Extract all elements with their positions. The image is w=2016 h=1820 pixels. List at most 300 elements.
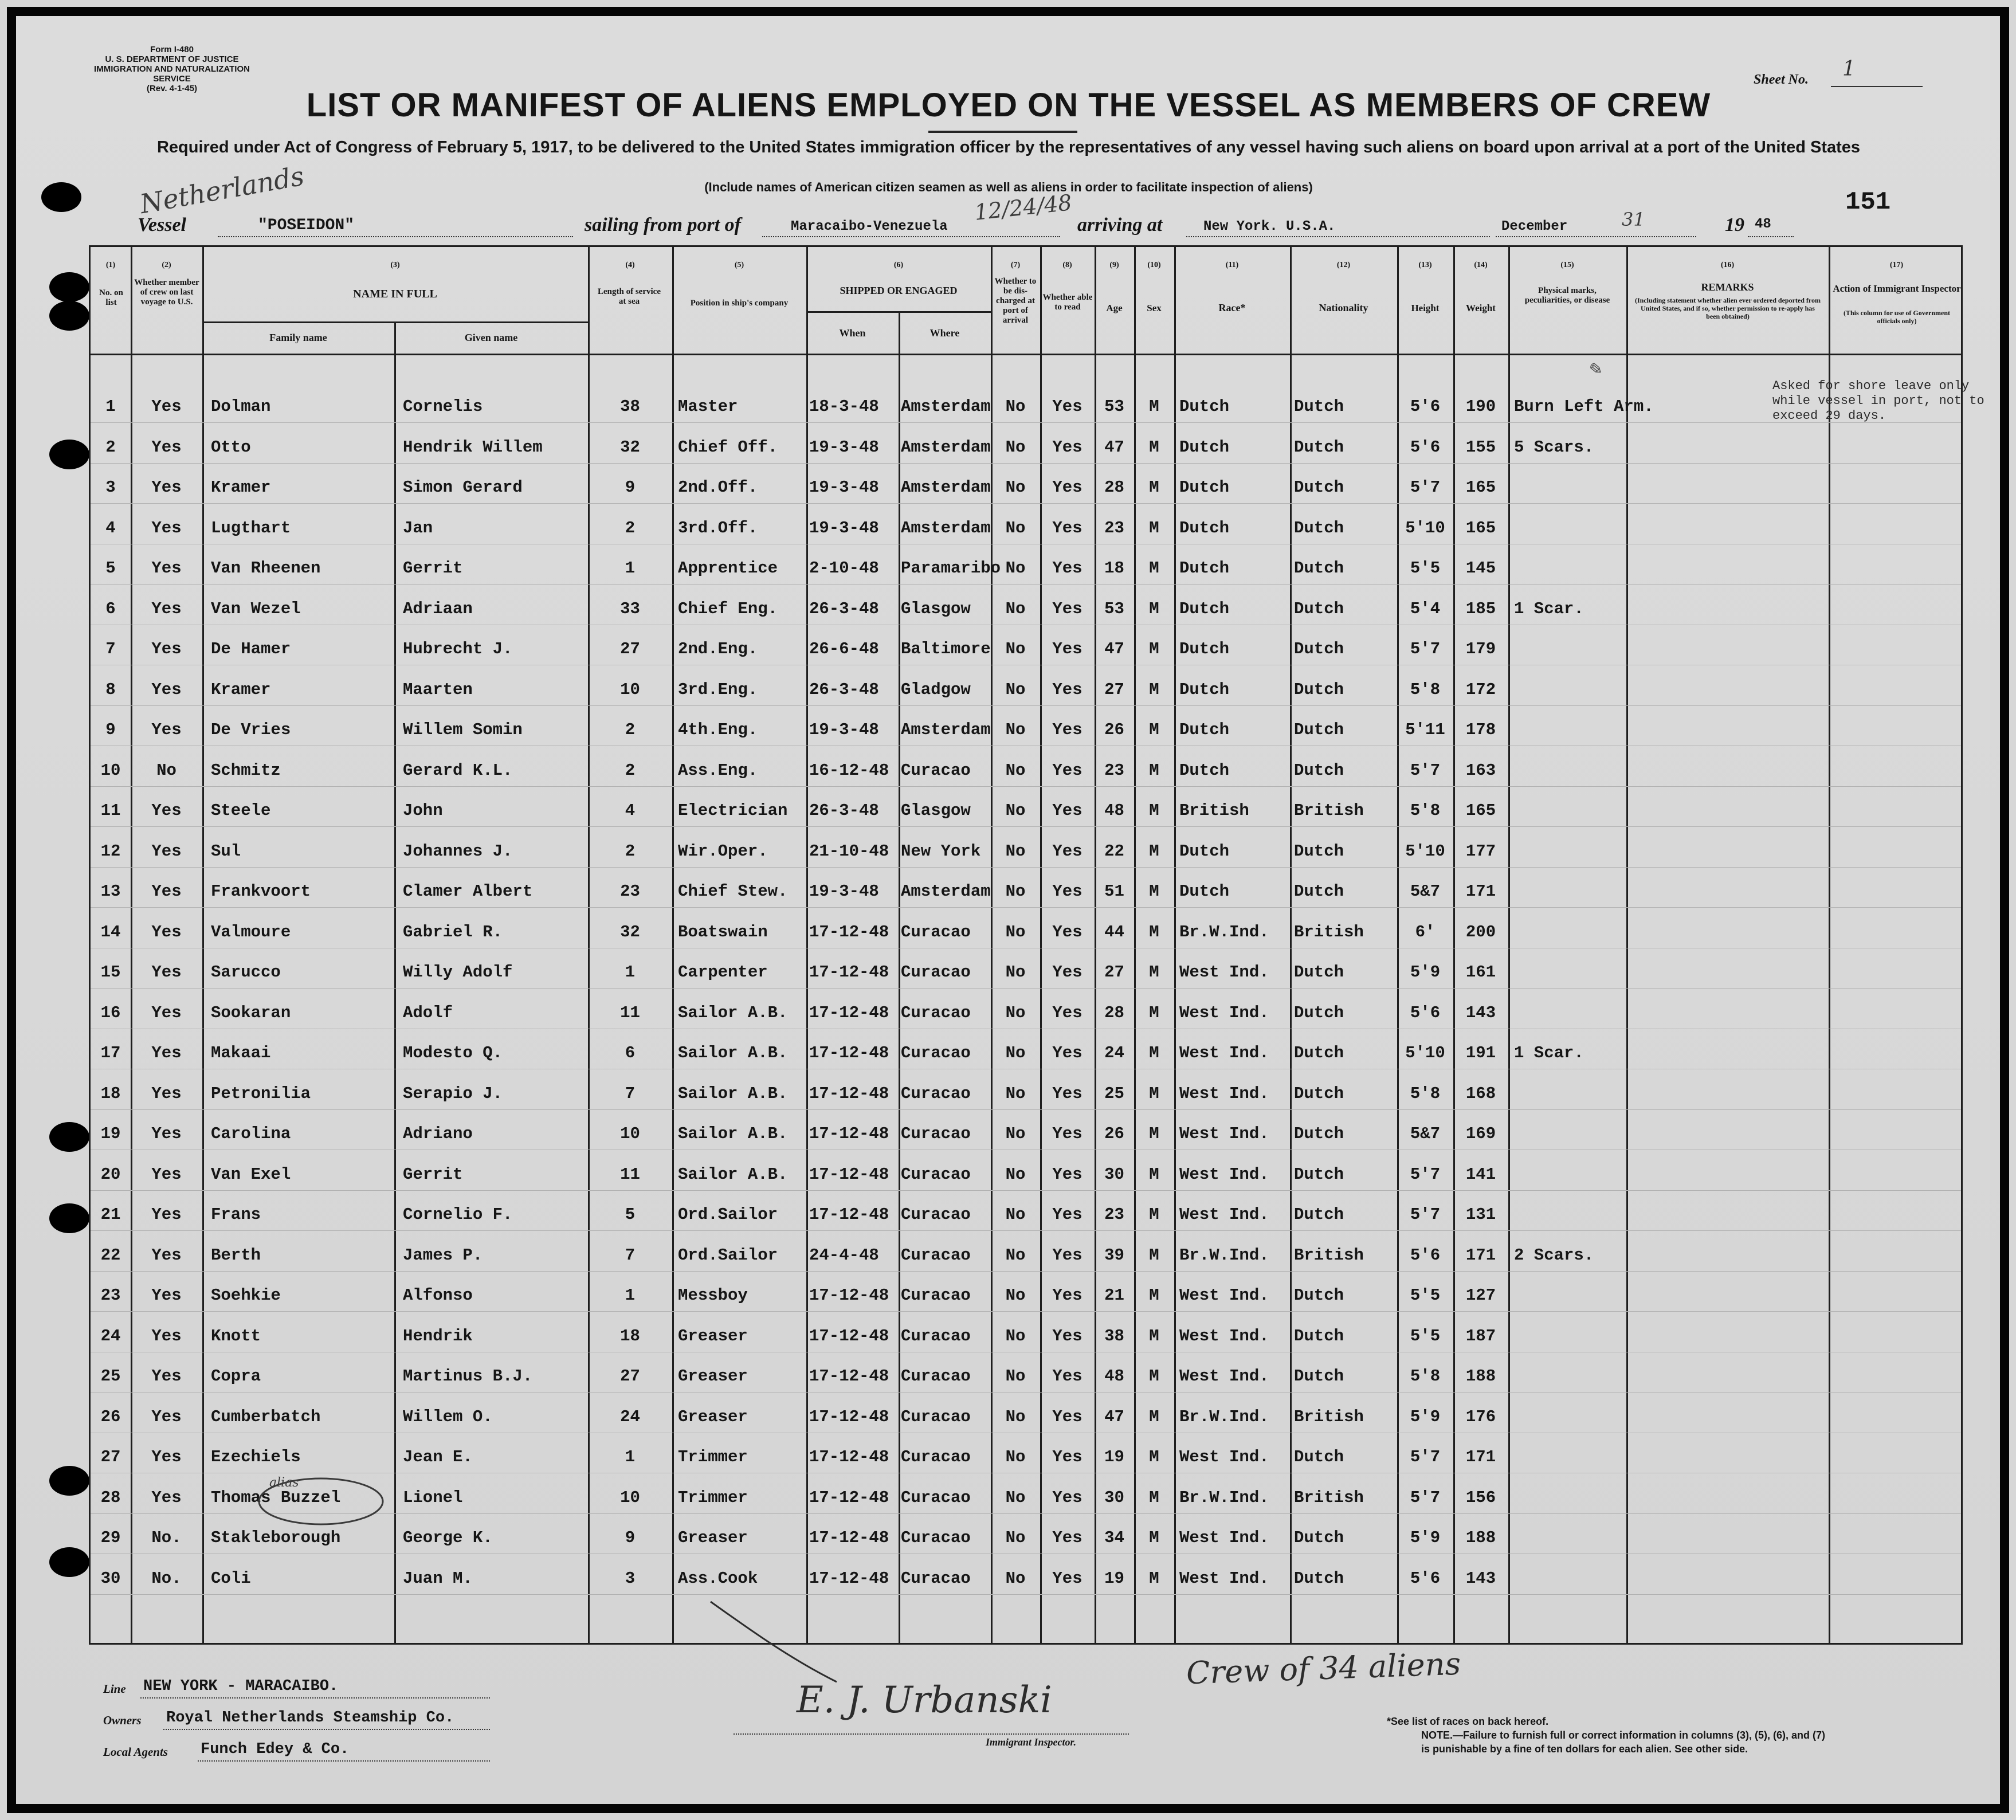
family-name: Van Rheenen bbox=[211, 559, 321, 578]
service-length: 24 bbox=[620, 1407, 640, 1426]
footer-line-rule bbox=[140, 1697, 490, 1699]
age: 18 bbox=[1104, 559, 1124, 578]
service-length: 33 bbox=[620, 599, 640, 618]
sex: M bbox=[1149, 1407, 1159, 1426]
given-name: Gerard K.L. bbox=[403, 761, 513, 780]
crew-member-last-voyage: No. bbox=[151, 1528, 182, 1547]
row-rule bbox=[91, 1311, 1961, 1312]
shipped-when: 19-3-48 bbox=[809, 478, 879, 497]
footer-owners-value: Royal Netherlands Steamship Co. bbox=[166, 1709, 454, 1727]
sex: M bbox=[1149, 761, 1159, 780]
shipped-where: Amsterdam bbox=[901, 720, 991, 739]
row-rule bbox=[91, 1594, 1961, 1595]
sex: M bbox=[1149, 478, 1159, 497]
race: Dutch bbox=[1179, 559, 1230, 578]
sex: M bbox=[1149, 1569, 1159, 1588]
sex: M bbox=[1149, 1165, 1159, 1184]
shipped-when: 17-12-48 bbox=[809, 1286, 889, 1305]
family-name: Soehkie bbox=[211, 1286, 281, 1305]
height: 5'5 bbox=[1410, 1327, 1441, 1346]
shipped-when: 17-12-48 bbox=[809, 1044, 889, 1062]
nationality: Dutch bbox=[1294, 680, 1344, 699]
height: 5'7 bbox=[1410, 640, 1441, 658]
family-name: Kramer bbox=[211, 478, 271, 497]
weight: 165 bbox=[1465, 478, 1496, 497]
col-num: (15) bbox=[1560, 261, 1574, 269]
sex: M bbox=[1149, 882, 1159, 901]
ship-position: 3rd.Off. bbox=[678, 519, 758, 538]
service-length: 4 bbox=[625, 801, 636, 820]
race: Dutch bbox=[1179, 680, 1230, 699]
col-num: (9) bbox=[1109, 261, 1119, 269]
given-name: Cornelis bbox=[403, 397, 483, 416]
port-from-line bbox=[762, 236, 1060, 237]
weight: 178 bbox=[1465, 720, 1496, 739]
row-rule bbox=[91, 422, 1961, 423]
col-num: (2) bbox=[162, 261, 171, 269]
age: 53 bbox=[1104, 397, 1124, 416]
able-to-read: Yes bbox=[1052, 882, 1082, 901]
shipped-where: Curacao bbox=[901, 1569, 971, 1588]
weight: 163 bbox=[1465, 761, 1496, 780]
family-name: Dolman bbox=[211, 397, 271, 416]
shipped-when: 17-12-48 bbox=[809, 963, 889, 982]
row-number: 17 bbox=[100, 1044, 121, 1062]
weight: 155 bbox=[1465, 438, 1496, 457]
arrival-month: December bbox=[1501, 219, 1568, 234]
crew-member-last-voyage: Yes bbox=[151, 397, 182, 416]
age: 39 bbox=[1104, 1246, 1124, 1265]
note-penalty-1: NOTE.—Failure to furnish full or correct information in columns (3), (5), (6), and (7) bbox=[1421, 1729, 1826, 1741]
port-from: Maracaibo-Venezuela bbox=[791, 219, 948, 234]
column-divider bbox=[394, 321, 396, 1643]
sex: M bbox=[1149, 519, 1159, 538]
service-length: 2 bbox=[625, 519, 636, 538]
ship-position: Trimmer bbox=[678, 1488, 748, 1507]
family-name: Thomas Buzzel bbox=[211, 1488, 341, 1507]
shipped-when: 19-3-48 bbox=[809, 519, 879, 538]
height: 5'7 bbox=[1410, 1205, 1441, 1224]
row-rule bbox=[91, 786, 1961, 787]
sex: M bbox=[1149, 1003, 1159, 1022]
given-name: Martinus B.J. bbox=[403, 1367, 533, 1386]
shipped-where: Curacao bbox=[901, 1528, 971, 1547]
shipped-where: Amsterdam bbox=[901, 882, 991, 901]
row-rule bbox=[91, 1230, 1961, 1231]
able-to-read: Yes bbox=[1052, 680, 1082, 699]
height: 5'11 bbox=[1405, 720, 1445, 739]
discharged: No bbox=[1005, 1528, 1026, 1547]
row-number: 26 bbox=[100, 1407, 121, 1426]
col-num: (17) bbox=[1889, 261, 1904, 269]
row-number: 18 bbox=[100, 1084, 121, 1103]
row-number: 24 bbox=[100, 1327, 121, 1346]
nationality: Dutch bbox=[1294, 1165, 1344, 1184]
col-num: (4) bbox=[625, 261, 635, 269]
height: 5'7 bbox=[1410, 1488, 1441, 1507]
able-to-read: Yes bbox=[1052, 1367, 1082, 1386]
able-to-read: Yes bbox=[1052, 1003, 1082, 1022]
row-number: 27 bbox=[100, 1448, 121, 1466]
row-number: 12 bbox=[100, 842, 121, 861]
shipped-where: Glasgow bbox=[901, 801, 971, 820]
discharged: No bbox=[1005, 1246, 1026, 1265]
crew-member-last-voyage: Yes bbox=[151, 1488, 182, 1507]
age: 27 bbox=[1104, 680, 1124, 699]
form-revision: (Rev. 4-1-45) bbox=[146, 84, 198, 93]
ship-position: 3rd.Eng. bbox=[678, 680, 758, 699]
age: 24 bbox=[1104, 1044, 1124, 1062]
arrival-date-line bbox=[1496, 236, 1696, 237]
form-identifier bbox=[86, 45, 258, 93]
signature-rule bbox=[734, 1733, 1129, 1735]
age: 28 bbox=[1104, 1003, 1124, 1022]
weight: 145 bbox=[1465, 559, 1496, 578]
shipped-when: 17-12-48 bbox=[809, 1569, 889, 1588]
race: Br.W.Ind. bbox=[1179, 923, 1269, 942]
discharged: No bbox=[1005, 438, 1026, 457]
shipped-where: Curacao bbox=[901, 1205, 971, 1224]
handwritten-country: Netherlands bbox=[138, 160, 307, 220]
weight: 171 bbox=[1465, 1448, 1496, 1466]
header-discharged: Whether to be dis- charged at port of arrival bbox=[994, 277, 1037, 325]
handwritten-crew-note: Crew of 34 aliens bbox=[1186, 1645, 1462, 1692]
header-weight: Weight bbox=[1466, 303, 1496, 313]
col-num: (13) bbox=[1418, 261, 1432, 269]
shipped-where: Curacao bbox=[901, 1084, 971, 1103]
sex: M bbox=[1149, 1327, 1159, 1346]
given-name: Hubrecht J. bbox=[403, 640, 513, 658]
weight: 177 bbox=[1465, 842, 1496, 861]
crew-member-last-voyage: Yes bbox=[151, 1124, 182, 1143]
ship-position: Ord.Sailor bbox=[678, 1246, 778, 1265]
sex: M bbox=[1149, 680, 1159, 699]
height: 6' bbox=[1415, 923, 1435, 942]
physical-marks: 5 Scars. bbox=[1514, 438, 1594, 457]
crew-member-last-voyage: Yes bbox=[151, 1286, 182, 1305]
row-number: 11 bbox=[100, 801, 121, 820]
race: West Ind. bbox=[1179, 1165, 1269, 1184]
service-length: 1 bbox=[625, 1286, 636, 1305]
race: West Ind. bbox=[1179, 1569, 1269, 1588]
header-no-on-list: No. on list bbox=[99, 288, 123, 307]
crew-member-last-voyage: Yes bbox=[151, 842, 182, 861]
sex: M bbox=[1149, 1528, 1159, 1547]
nationality: Dutch bbox=[1294, 478, 1344, 497]
able-to-read: Yes bbox=[1052, 720, 1082, 739]
age: 26 bbox=[1104, 1124, 1124, 1143]
able-to-read: Yes bbox=[1052, 1448, 1082, 1466]
shipped-where: Amsterdam bbox=[901, 397, 991, 416]
nationality: Dutch bbox=[1294, 1448, 1344, 1466]
year-line bbox=[1748, 236, 1794, 237]
shipped-when: 19-3-48 bbox=[809, 720, 879, 739]
race: West Ind. bbox=[1179, 1084, 1269, 1103]
able-to-read: Yes bbox=[1052, 1246, 1082, 1265]
shipped-where: Amsterdam bbox=[901, 478, 991, 497]
col-num: (1) bbox=[105, 261, 116, 269]
weight: 165 bbox=[1465, 801, 1496, 820]
age: 21 bbox=[1104, 1286, 1124, 1305]
crew-member-last-voyage: No. bbox=[151, 1569, 182, 1588]
sex: M bbox=[1149, 923, 1159, 942]
weight: 156 bbox=[1465, 1488, 1496, 1507]
nationality: Dutch bbox=[1294, 1003, 1344, 1022]
ship-position: Greaser bbox=[678, 1407, 748, 1426]
family-name: Valmoure bbox=[211, 923, 291, 942]
weight: 176 bbox=[1465, 1407, 1496, 1426]
shipped-where: New York bbox=[901, 842, 981, 861]
height: 5'8 bbox=[1410, 801, 1441, 820]
row-rule bbox=[91, 705, 1961, 706]
discharged: No bbox=[1005, 1165, 1026, 1184]
sex: M bbox=[1149, 1448, 1159, 1466]
nationality: Dutch bbox=[1294, 640, 1344, 658]
age: 38 bbox=[1104, 1327, 1124, 1346]
signature-stroke bbox=[705, 1596, 854, 1688]
shipped-where: Curacao bbox=[901, 1407, 971, 1426]
crew-member-last-voyage: Yes bbox=[151, 680, 182, 699]
ship-position: Sailor A.B. bbox=[678, 1124, 788, 1143]
discharged: No bbox=[1005, 1367, 1026, 1386]
header-family-name: Family name bbox=[269, 332, 327, 343]
shipped-when: 19-3-48 bbox=[809, 438, 879, 457]
vessel-label: Vessel bbox=[138, 214, 186, 236]
family-name: Sul bbox=[211, 842, 241, 861]
race: West Ind. bbox=[1179, 1286, 1269, 1305]
shipped-when: 19-3-48 bbox=[809, 882, 879, 901]
family-name: De Vries bbox=[211, 720, 291, 739]
age: 44 bbox=[1104, 923, 1124, 942]
race: West Ind. bbox=[1179, 1448, 1269, 1466]
header-nationality: Nationality bbox=[1319, 302, 1368, 313]
crew-member-last-voyage: Yes bbox=[151, 923, 182, 942]
shipped-when: 17-12-48 bbox=[809, 1205, 889, 1224]
col-num: (7) bbox=[1010, 261, 1021, 269]
given-name: Gerrit bbox=[403, 1165, 463, 1184]
height: 5'5 bbox=[1410, 559, 1441, 578]
crew-member-last-voyage: Yes bbox=[151, 1246, 182, 1265]
nationality: Dutch bbox=[1294, 1044, 1344, 1062]
nationality: Dutch bbox=[1294, 1367, 1344, 1386]
header-shipped-engaged: SHIPPED OR ENGAGED bbox=[840, 285, 958, 296]
given-name: Jan bbox=[403, 519, 433, 538]
weight: 200 bbox=[1465, 923, 1496, 942]
shipped-where: Paramaribo bbox=[901, 559, 1001, 578]
stamp-number: 151 bbox=[1845, 188, 1891, 217]
crew-member-last-voyage: Yes bbox=[151, 559, 182, 578]
port-to-line bbox=[1186, 236, 1490, 237]
handwritten-remark: ✎ bbox=[1585, 358, 1605, 382]
crew-member-last-voyage: Yes bbox=[151, 1448, 182, 1466]
crew-member-last-voyage: Yes bbox=[151, 519, 182, 538]
able-to-read: Yes bbox=[1052, 923, 1082, 942]
height: 5'6 bbox=[1410, 397, 1441, 416]
given-name: Willem O. bbox=[403, 1407, 493, 1426]
row-number: 20 bbox=[100, 1165, 121, 1184]
footer-line-value: NEW YORK - MARACAIBO. bbox=[143, 1678, 339, 1695]
crew-member-last-voyage: Yes bbox=[151, 963, 182, 982]
age: 53 bbox=[1104, 599, 1124, 618]
height: 5'7 bbox=[1410, 1448, 1441, 1466]
given-name: Cornelio F. bbox=[403, 1205, 513, 1224]
given-name: Modesto Q. bbox=[403, 1044, 503, 1062]
shipped-where: Curacao bbox=[901, 1044, 971, 1062]
punch-hole bbox=[49, 1203, 89, 1233]
able-to-read: Yes bbox=[1052, 1044, 1082, 1062]
height: 5'8 bbox=[1410, 1084, 1441, 1103]
ship-position: Trimmer bbox=[678, 1448, 748, 1466]
weight: 171 bbox=[1465, 882, 1496, 901]
ship-position: Ass.Cook bbox=[678, 1569, 758, 1588]
race: Dutch bbox=[1179, 842, 1230, 861]
age: 23 bbox=[1104, 761, 1124, 780]
nationality: British bbox=[1294, 1407, 1364, 1426]
crew-member-last-voyage: Yes bbox=[151, 882, 182, 901]
service-length: 27 bbox=[620, 1367, 640, 1386]
ship-position: Sailor A.B. bbox=[678, 1084, 788, 1103]
crew-member-last-voyage: Yes bbox=[151, 1084, 182, 1103]
shipped-when: 17-12-48 bbox=[809, 1124, 889, 1143]
height: 5'8 bbox=[1410, 1367, 1441, 1386]
nationality: Dutch bbox=[1294, 720, 1344, 739]
given-name: Clamer Albert bbox=[403, 882, 533, 901]
race: Dutch bbox=[1179, 882, 1230, 901]
service-length: 18 bbox=[620, 1327, 640, 1346]
weight: 169 bbox=[1465, 1124, 1496, 1143]
discharged: No bbox=[1005, 801, 1026, 820]
able-to-read: Yes bbox=[1052, 599, 1082, 618]
able-to-read: Yes bbox=[1052, 801, 1082, 820]
shipped-when: 16-12-48 bbox=[809, 761, 889, 780]
race: West Ind. bbox=[1179, 1205, 1269, 1224]
age: 28 bbox=[1104, 478, 1124, 497]
discharged: No bbox=[1005, 559, 1026, 578]
shipped-where: Amsterdam bbox=[901, 438, 991, 457]
height: 5&7 bbox=[1410, 1124, 1441, 1143]
header-action-inspector: Action of Immigrant Inspector bbox=[1833, 283, 1961, 294]
page-title: LIST OR MANIFEST OF ALIENS EMPLOYED ON THE VESSEL AS MEMBERS OF CREW bbox=[306, 87, 1711, 124]
nationality: Dutch bbox=[1294, 1124, 1344, 1143]
header-age: Age bbox=[1106, 303, 1123, 313]
col-num: (12) bbox=[1336, 261, 1351, 269]
race: Dutch bbox=[1179, 397, 1230, 416]
weight: 187 bbox=[1465, 1327, 1496, 1346]
race: West Ind. bbox=[1179, 1528, 1269, 1547]
row-number: 28 bbox=[100, 1488, 121, 1507]
able-to-read: Yes bbox=[1052, 1084, 1082, 1103]
header-height: Height bbox=[1411, 303, 1440, 313]
row-number: 2 bbox=[105, 438, 116, 457]
weight: 191 bbox=[1465, 1044, 1496, 1062]
discharged: No bbox=[1005, 1569, 1026, 1588]
ship-position: Chief Stew. bbox=[678, 882, 788, 901]
service-length: 27 bbox=[620, 640, 640, 658]
given-name: Hendrik bbox=[403, 1327, 473, 1346]
able-to-read: Yes bbox=[1052, 1205, 1082, 1224]
shipped-where: Curacao bbox=[901, 1003, 971, 1022]
weight: 188 bbox=[1465, 1367, 1496, 1386]
shipped-where: Gladgow bbox=[901, 680, 971, 699]
shipped-when: 26-3-48 bbox=[809, 599, 879, 618]
weight: 168 bbox=[1465, 1084, 1496, 1103]
race: Dutch bbox=[1179, 478, 1230, 497]
header-position: Position in ship's company bbox=[690, 299, 789, 308]
punch-hole bbox=[49, 1122, 89, 1152]
able-to-read: Yes bbox=[1052, 1124, 1082, 1143]
inspector-signature: E. J. Urbanski bbox=[797, 1679, 1052, 1721]
subtitle-note: (Include names of American citizen seamen as well as aliens in order to facilitate inspection of aliens) bbox=[704, 180, 1313, 194]
sex: M bbox=[1149, 963, 1159, 982]
race: Br.W.Ind. bbox=[1179, 1488, 1269, 1507]
sex: M bbox=[1149, 842, 1159, 861]
shipped-where: Curacao bbox=[901, 761, 971, 780]
race: West Ind. bbox=[1179, 1003, 1269, 1022]
shipped-where: Amsterdam bbox=[901, 519, 991, 538]
note-races: *See list of races on back hereof. bbox=[1387, 1716, 1549, 1727]
row-rule bbox=[91, 1271, 1961, 1272]
nationality: Dutch bbox=[1294, 397, 1344, 416]
col-num: (8) bbox=[1062, 261, 1072, 269]
punch-hole bbox=[49, 440, 89, 469]
row-number: 7 bbox=[105, 640, 116, 658]
ship-position: 2nd.Eng. bbox=[678, 640, 758, 658]
given-name: Johannes J. bbox=[403, 842, 513, 861]
nationality: Dutch bbox=[1294, 1084, 1344, 1103]
weight: 161 bbox=[1465, 963, 1496, 982]
crew-member-last-voyage: Yes bbox=[151, 1367, 182, 1386]
row-number: 19 bbox=[100, 1124, 121, 1143]
able-to-read: Yes bbox=[1052, 1327, 1082, 1346]
able-to-read: Yes bbox=[1052, 1488, 1082, 1507]
title-underline bbox=[928, 131, 1077, 133]
nationality: British bbox=[1294, 923, 1364, 942]
shipped-where: Curacao bbox=[901, 1448, 971, 1466]
able-to-read: Yes bbox=[1052, 1569, 1082, 1588]
discharged: No bbox=[1005, 640, 1026, 658]
race: Br.W.Ind. bbox=[1179, 1246, 1269, 1265]
family-name: Otto bbox=[211, 438, 251, 457]
age: 47 bbox=[1104, 438, 1124, 457]
given-name: Gabriel R. bbox=[403, 923, 503, 942]
height: 5'9 bbox=[1410, 1528, 1441, 1547]
family-name: Copra bbox=[211, 1367, 261, 1386]
age: 47 bbox=[1104, 640, 1124, 658]
height: 5'10 bbox=[1405, 1044, 1445, 1062]
weight: 143 bbox=[1465, 1569, 1496, 1588]
service-length: 2 bbox=[625, 720, 636, 739]
able-to-read: Yes bbox=[1052, 1286, 1082, 1305]
service-length: 10 bbox=[620, 680, 640, 699]
crew-member-last-voyage: Yes bbox=[151, 599, 182, 618]
nationality: Dutch bbox=[1294, 1569, 1344, 1588]
service-length: 2 bbox=[625, 842, 636, 861]
vessel-name-line bbox=[218, 236, 573, 237]
row-rule bbox=[91, 907, 1961, 908]
age: 30 bbox=[1104, 1488, 1124, 1507]
given-name: Maarten bbox=[403, 680, 473, 699]
family-name: Ezechiels bbox=[211, 1448, 301, 1466]
nationality: Dutch bbox=[1294, 761, 1344, 780]
shipped-where: Curacao bbox=[901, 1246, 971, 1265]
nationality: Dutch bbox=[1294, 963, 1344, 982]
punch-hole bbox=[49, 1466, 89, 1496]
weight: 131 bbox=[1465, 1205, 1496, 1224]
sex: M bbox=[1149, 1286, 1159, 1305]
discharged: No bbox=[1005, 1407, 1026, 1426]
height: 5&7 bbox=[1410, 882, 1441, 901]
crew-member-last-voyage: Yes bbox=[151, 801, 182, 820]
